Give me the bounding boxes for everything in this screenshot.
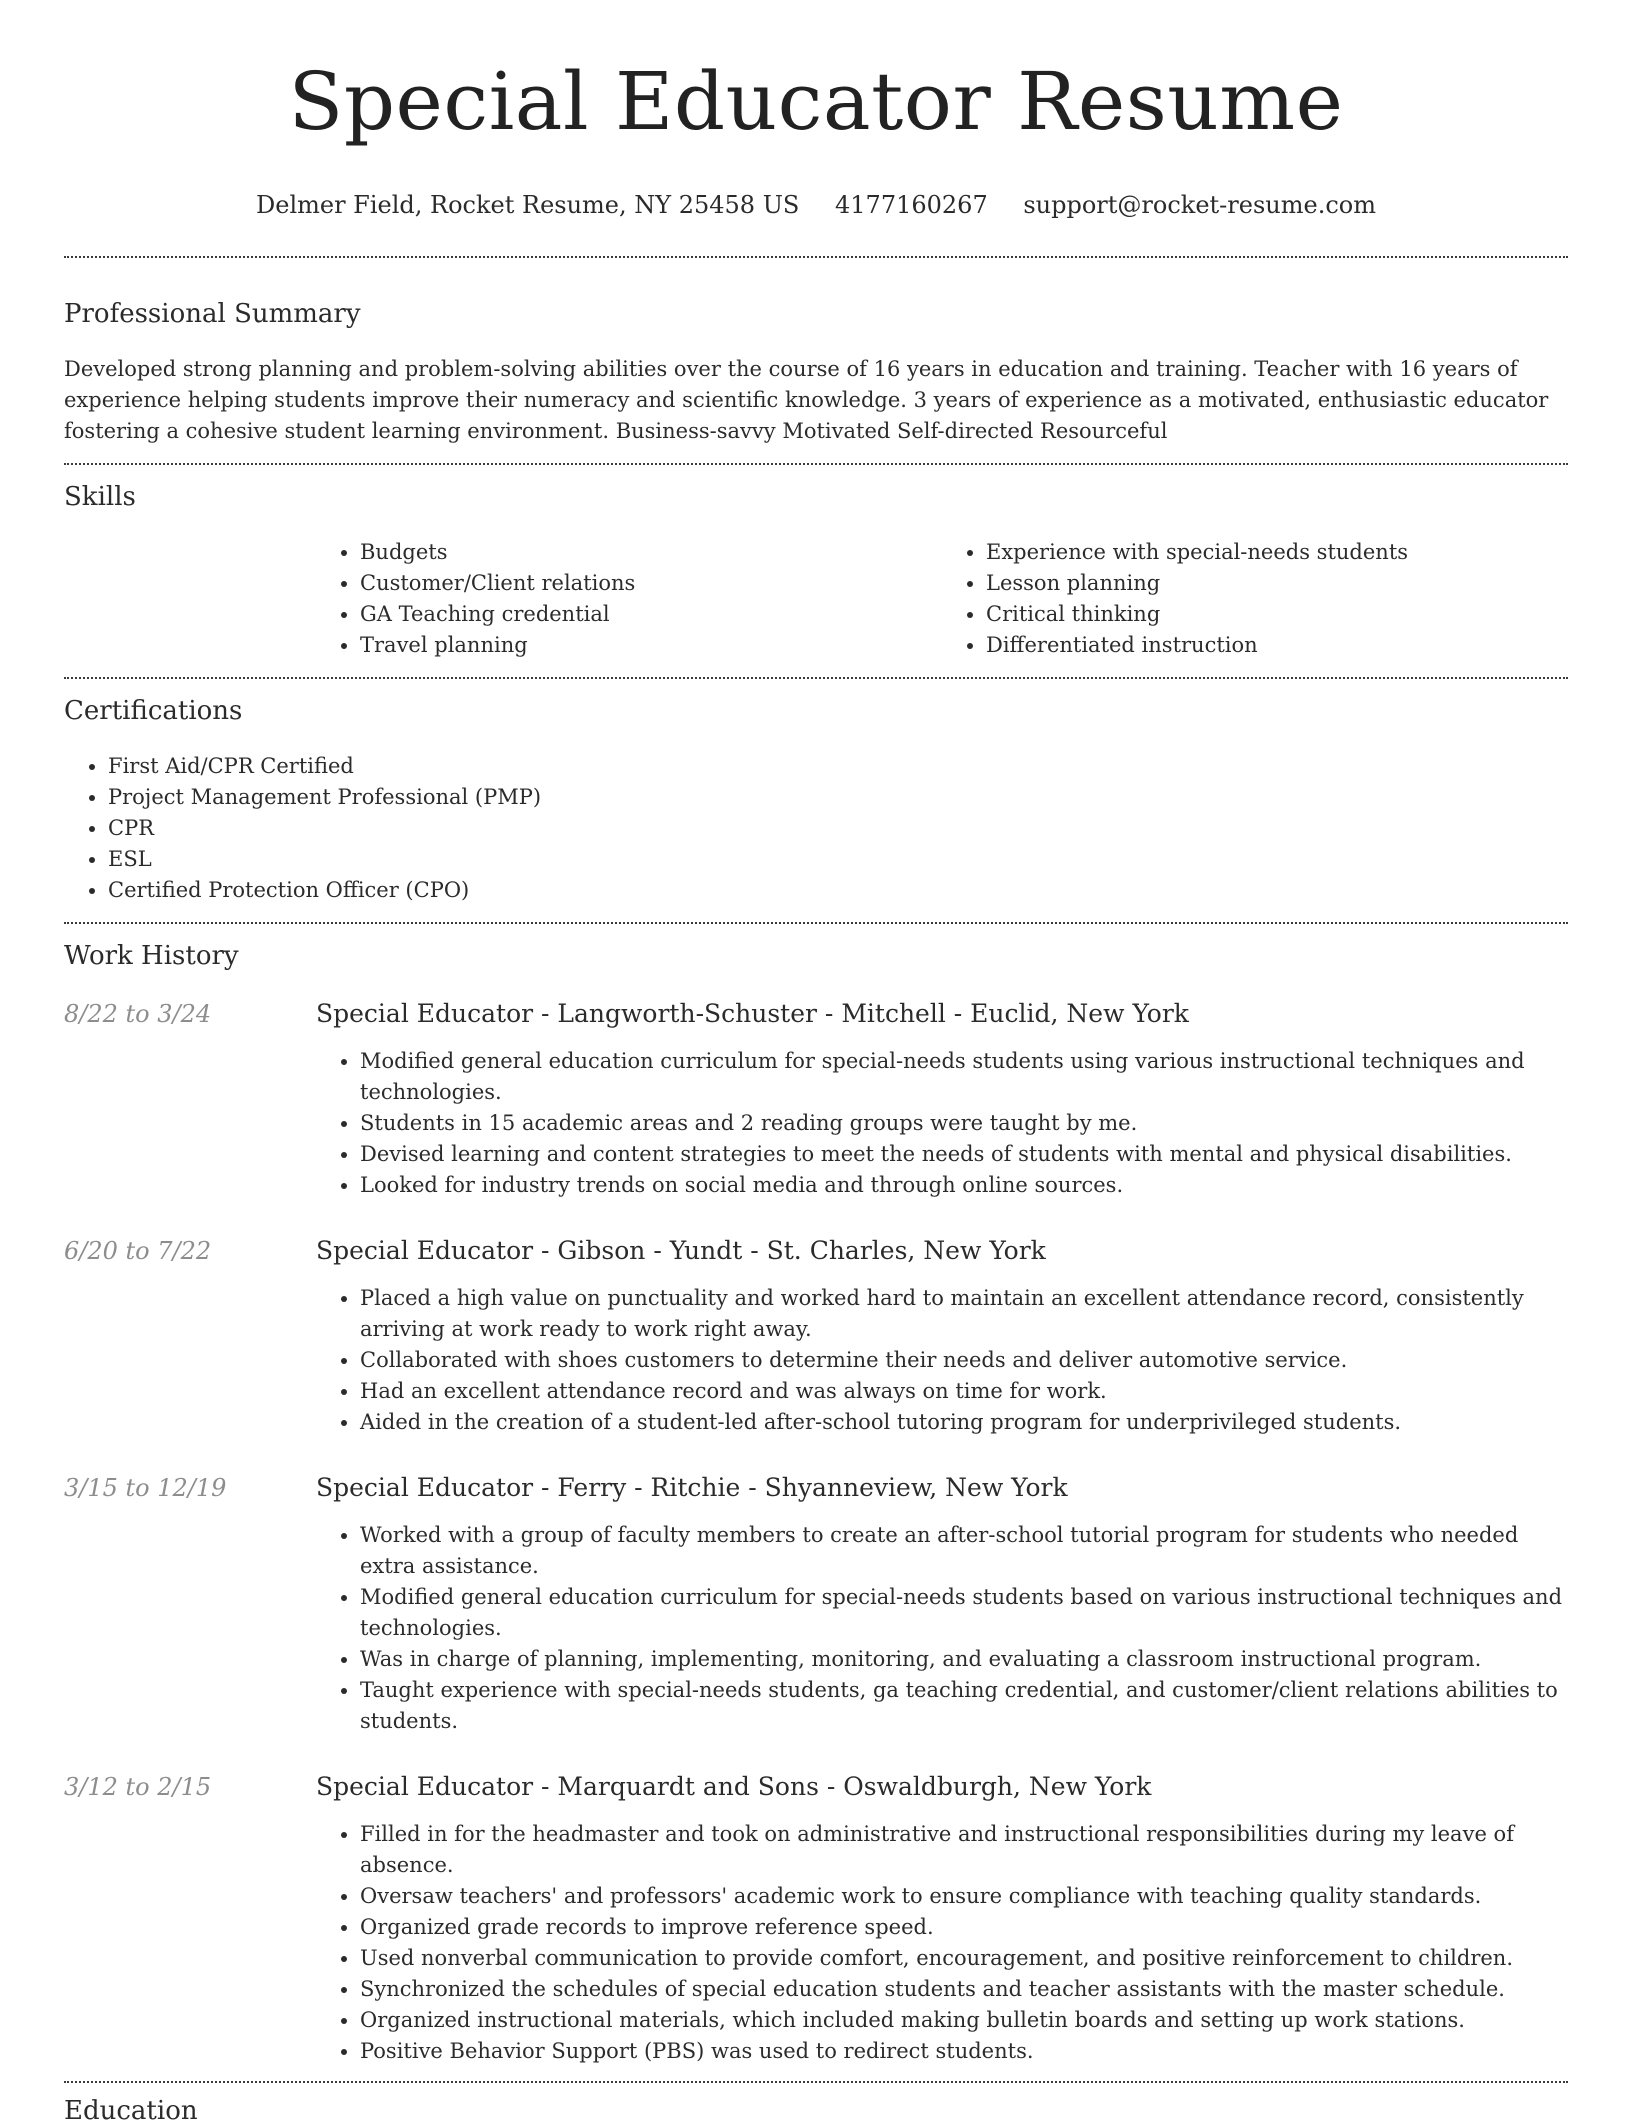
work-history-heading: Work History xyxy=(64,941,239,971)
job-bullet: • Filled in for the headmaster and took on administrative and instructional responsibilities during my leave of absence. xyxy=(360,1819,1568,1881)
certifications-section xyxy=(64,695,1568,906)
summary-section xyxy=(64,298,1568,447)
job-bullet: • Students in 15 academic areas and 2 reading groups were taught by me. xyxy=(360,1108,1568,1139)
job-bullet: • Collaborated with shoes customers to determine their needs and deliver automotive service. xyxy=(360,1345,1568,1376)
skills-list-right xyxy=(942,537,1568,661)
certification-item: • CPR xyxy=(108,813,1568,844)
summary-text: Developed strong planning and problem-solving abilities over the course of 16 years in education and training. Teacher with 16 years of experience helping students improve their numeracy and scientific knowledge. 3 years of experience as a motivated, enthusiastic educator fostering a cohesive student learning environment. Business-savvy Motivated Self-directed Resourceful xyxy=(64,357,1549,443)
job-dates: 3/15 to 12/19 xyxy=(64,1474,227,1502)
section-divider xyxy=(64,463,1568,465)
job-bullet: • Placed a high value on punctuality and worked hard to maintain an excellent attendance record, consistently arriving at work ready to work right away. xyxy=(360,1283,1568,1345)
job-bullet: • Used nonverbal communication to provide comfort, encouragement, and positive reinforcement to children. xyxy=(360,1943,1568,1974)
job-entry xyxy=(64,998,1568,1201)
certification-item: • ESL xyxy=(108,844,1568,875)
job-bullet: • Looked for industry trends on social media and through online sources. xyxy=(360,1170,1568,1201)
certification-item: • Certified Protection Officer (CPO) xyxy=(108,875,1568,906)
skill-item: • Differentiated instruction xyxy=(986,630,1568,661)
contact-email: support@rocket-resume.com xyxy=(1023,191,1376,219)
job-bullet: • Taught experience with special-needs students, ga teaching credential, and customer/client relations abilities to students. xyxy=(360,1675,1568,1737)
job-bullet: • Aided in the creation of a student-led after-school tutoring program for underprivileged students. xyxy=(360,1407,1568,1438)
section-divider xyxy=(64,677,1568,679)
summary-heading: Professional Summary xyxy=(64,299,361,329)
job-bullets xyxy=(316,1283,1568,1438)
job-bullet: • Worked with a group of faculty members to create an after-school tutorial program for students who needed extra assistance. xyxy=(360,1520,1568,1582)
job-bullet: • Organized instructional materials, which included making bulletin boards and setting up work stations. xyxy=(360,2005,1568,2036)
job-dates: 6/20 to 7/22 xyxy=(64,1237,212,1265)
job-dates: 3/12 to 2/15 xyxy=(64,1773,212,1801)
certifications-heading: Certifications xyxy=(64,696,243,726)
job-bullet: • Positive Behavior Support (PBS) was used to redirect students. xyxy=(360,2036,1568,2067)
skill-item: • Travel planning xyxy=(360,630,942,661)
certification-item: • Project Management Professional (PMP) xyxy=(108,782,1568,813)
job-entry xyxy=(64,1771,1568,2067)
job-bullet: • Modified general education curriculum for special-needs students using various instructional techniques and technologies. xyxy=(360,1046,1568,1108)
job-title: Special Educator - Langworth-Schuster - Mitchell - Euclid, New York xyxy=(316,999,1189,1028)
job-bullet: • Modified general education curriculum for special-needs students based on various instructional techniques and technologies. xyxy=(360,1582,1568,1644)
job-entry xyxy=(64,1472,1568,1737)
skills-list-left xyxy=(316,537,942,661)
skills-grid xyxy=(316,537,1568,661)
job-bullet: • Organized grade records to improve reference speed. xyxy=(360,1912,1568,1943)
job-dates: 8/22 to 3/24 xyxy=(64,1000,212,1028)
job-title: Special Educator - Gibson - Yundt - St. Charles, New York xyxy=(316,1236,1046,1265)
resume-title: Special Educator Resume xyxy=(288,55,1344,148)
section-divider xyxy=(64,2081,1568,2083)
job-bullets xyxy=(316,1819,1568,2067)
contact-line xyxy=(64,190,1568,220)
section-divider xyxy=(64,922,1568,924)
contact-address: Delmer Field, Rocket Resume, NY 25458 US xyxy=(256,191,800,219)
job-title: Special Educator - Marquardt and Sons - Oswaldburgh, New York xyxy=(316,1772,1152,1801)
job-bullet: • Oversaw teachers' and professors' academic work to ensure compliance with teaching quality standards. xyxy=(360,1881,1568,1912)
skills-section xyxy=(64,481,1568,661)
education-section xyxy=(64,2095,1568,2127)
job-bullet: • Had an excellent attendance record and was always on time for work. xyxy=(360,1376,1568,1407)
work-history-section xyxy=(64,940,1568,2067)
education-heading: Education xyxy=(64,2096,198,2126)
skills-heading: Skills xyxy=(64,482,136,512)
certifications-list xyxy=(64,751,1568,906)
job-bullets xyxy=(316,1046,1568,1201)
job-bullet: • Synchronized the schedules of special education students and teacher assistants with the master schedule. xyxy=(360,1974,1568,2005)
job-bullet: • Devised learning and content strategies to meet the needs of students with mental and physical disabilities. xyxy=(360,1139,1568,1170)
skill-item: • Critical thinking xyxy=(986,599,1568,630)
skill-item: • GA Teaching credential xyxy=(360,599,942,630)
certification-item: • First Aid/CPR Certified xyxy=(108,751,1568,782)
section-divider xyxy=(64,256,1568,258)
skill-item: • Experience with special-needs students xyxy=(986,537,1568,568)
job-bullets xyxy=(316,1520,1568,1737)
skill-item: • Customer/Client relations xyxy=(360,568,942,599)
contact-phone: 4177160267 xyxy=(835,191,988,219)
skill-item: • Budgets xyxy=(360,537,942,568)
job-entry xyxy=(64,1235,1568,1438)
job-bullet: • Was in charge of planning, implementing, monitoring, and evaluating a classroom instructional program. xyxy=(360,1644,1568,1675)
job-title: Special Educator - Ferry - Ritchie - Shyanneview, New York xyxy=(316,1473,1068,1502)
skill-item: • Lesson planning xyxy=(986,568,1568,599)
